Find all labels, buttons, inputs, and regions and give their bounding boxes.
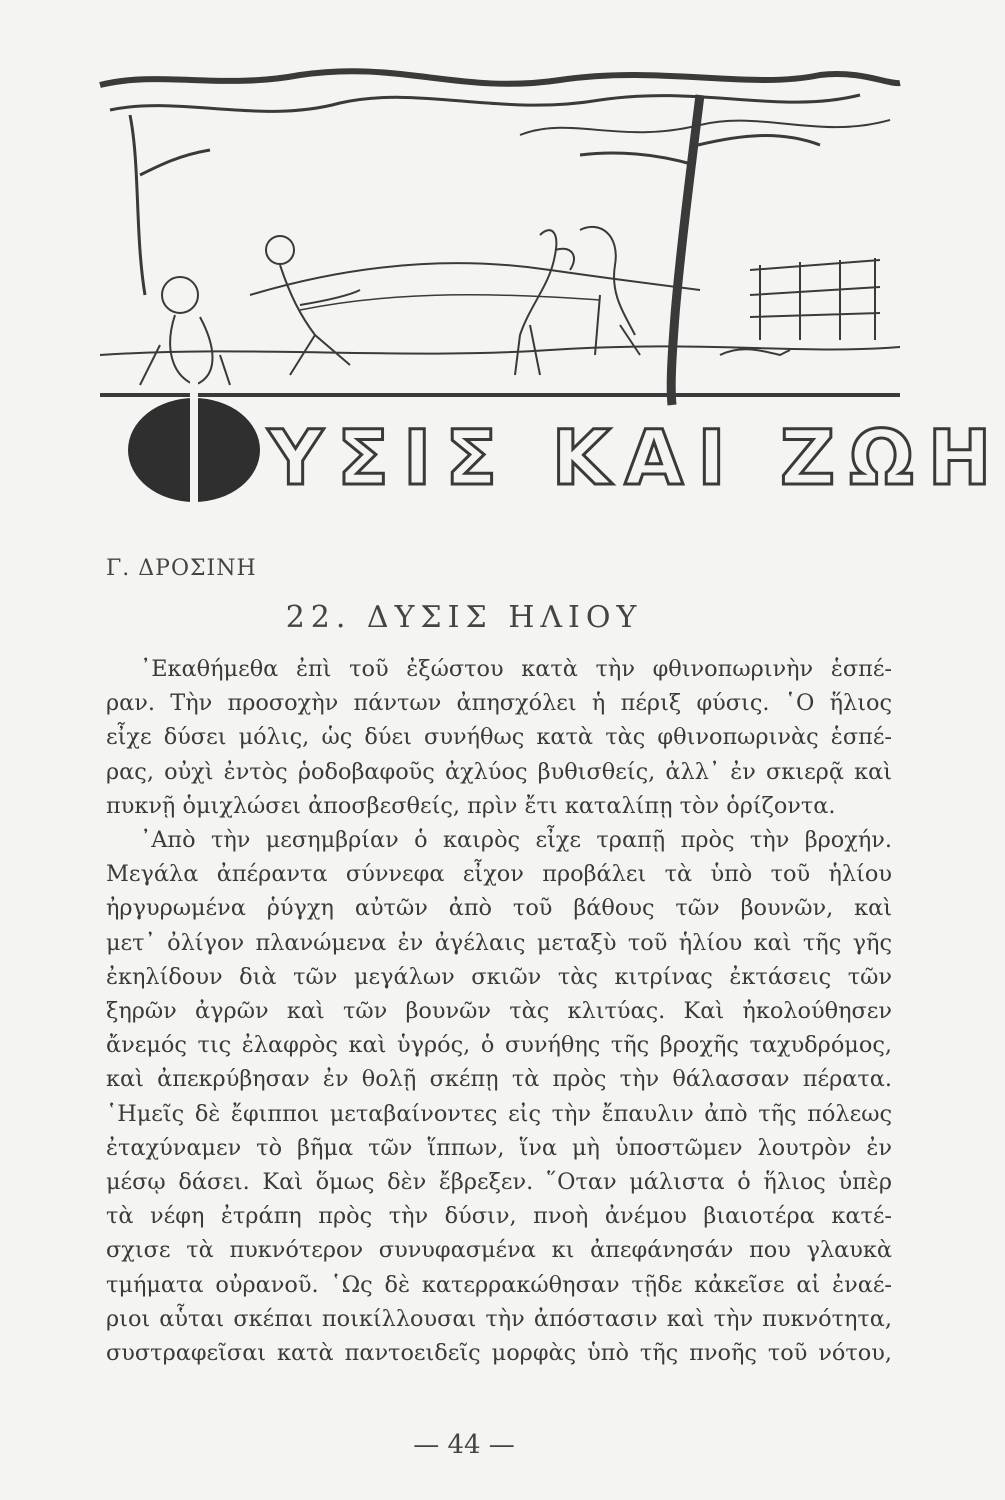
text-line: ριοι αὗται σκέπαι ποικίλλουσαι τὴν ἀπόστασιν καὶ τὴν πυκνότητα, [106,1305,892,1332]
text-line: ἠργυρωμένα ῥύγχη αὐτῶν ἀπὸ τοῦ βάθους τῶν βουνῶν, καὶ [106,895,892,922]
text-line: μετ᾿ ὀλίγον πλανώμενα ἐν ἀγέλαις μεταξὺ τοῦ ἡλίου καὶ τῆς γῆς [106,929,892,956]
text-line: ξηρῶν ἀγρῶν καὶ τῶν βουνῶν τὰς κλιτύας. Καὶ ἠκολούθησεν [106,998,892,1025]
text-line: ἄνεμός τις ἐλαφρὸς καὶ ὑγρός, ὁ συνήθης τῆς βροχῆς ταχυδρόμος, [106,1032,892,1059]
text-line: τμήματα οὐρανοῦ. ῾Ως δὲ κατερρακώθησαν τῇδε κἀκεῖσε αἱ ἐναέ- [106,1271,892,1298]
text-line: Μεγάλα ἀπέραντα σύννεφα εἶχον προβάλει τὰ ὑπὸ τοῦ ἡλίου [106,861,892,888]
text-line: πυκνῇ ὁμιχλώσει ἀποσβεσθείς, πρὶν ἔτι καταλίπῃ τὸν ὁρίζοντα. [106,792,836,819]
text-line: εἶχε δύσει μόλις, ὡς δύει συνήθως κατὰ τὰς φθινοπωρινὰς ἑσπέ- [106,724,892,751]
section-heading [128,392,1005,512]
article-body [106,652,892,1370]
page-number: — 44 — [413,1430,515,1460]
article-title: 22. ΔΥΣΙΣ ΗΛΙΟΥ [285,600,643,635]
text-line: συστραφεῖσαι κατὰ παντοειδεῖς μορφὰς ὑπὸ τῆς πνοῆς τοῦ νότου, [106,1340,892,1367]
text-line: ἐκηλίδουν διὰ τῶν μεγάλων σκιῶν τὰς κιτρίνας ἐκτάσεις τῶν [106,963,892,990]
initial-phi-ornament [128,398,260,502]
text-line: ραν. Τὴν προσοχὴν πάντων ἀπησχόλει ἡ πέριξ φύσις. ῾Ο ἥλιος [106,690,892,717]
section-title: ΥΣΙΣ ΚΑΙ ΖΩΗ [268,413,1005,502]
text-line: καὶ ἀπεκρύβησαν ἐν θολῇ σκέπῃ τὰ πρὸς τὴν θάλασσαν πέρατα. [106,1066,892,1093]
text-line: ᾿Εκαθήμεθα ἐπὶ τοῦ ἐξώστου κατὰ τὴν φθινοπωρινὴν ἑσπέ- [140,656,892,682]
header-illustration [100,55,900,415]
text-line: ρας, οὐχὶ ἐντὸς ῥοδοβαφοῦς ἀχλύος βυθισθείς, ἀλλ᾿ ἐν σκιερᾷ καὶ [106,758,892,785]
text-line: ῾Ημεῖς δὲ ἔφιπποι μεταβαίνοντες εἰς τὴν ἔπαυλιν ἀπὸ τῆς πόλεως [106,1100,892,1127]
author-name: Γ. ΔΡΟΣΙΝΗ [106,556,257,581]
text-line: τὰ νέφη ἐτράπη πρὸς τὴν δύσιν, πνοὴ ἀνέμου βιαιοτέρα κατέ- [106,1203,892,1230]
text-line: ἐταχύναμεν τὸ βῆμα τῶν ἵππων, ἵνα μὴ ὑποστῶμεν λουτρὸν ἐν [106,1134,892,1161]
text-line: ᾿Απὸ τὴν μεσημβρίαν ὁ καιρὸς εἶχε τραπῇ πρὸς τὴν βροχήν. [140,827,892,854]
illustration-drawing [100,55,900,415]
text-line: σχισε τὰ πυκνότερον συνυφασμένα κι ἀπεφάνησάν που γλαυκὰ [106,1237,892,1264]
text-line: μέσῳ δάσει. Καὶ ὅμως δὲν ἔβρεξεν. ῞Οταν μάλιστα ὁ ἥλιος ὑπὲρ [106,1169,892,1196]
